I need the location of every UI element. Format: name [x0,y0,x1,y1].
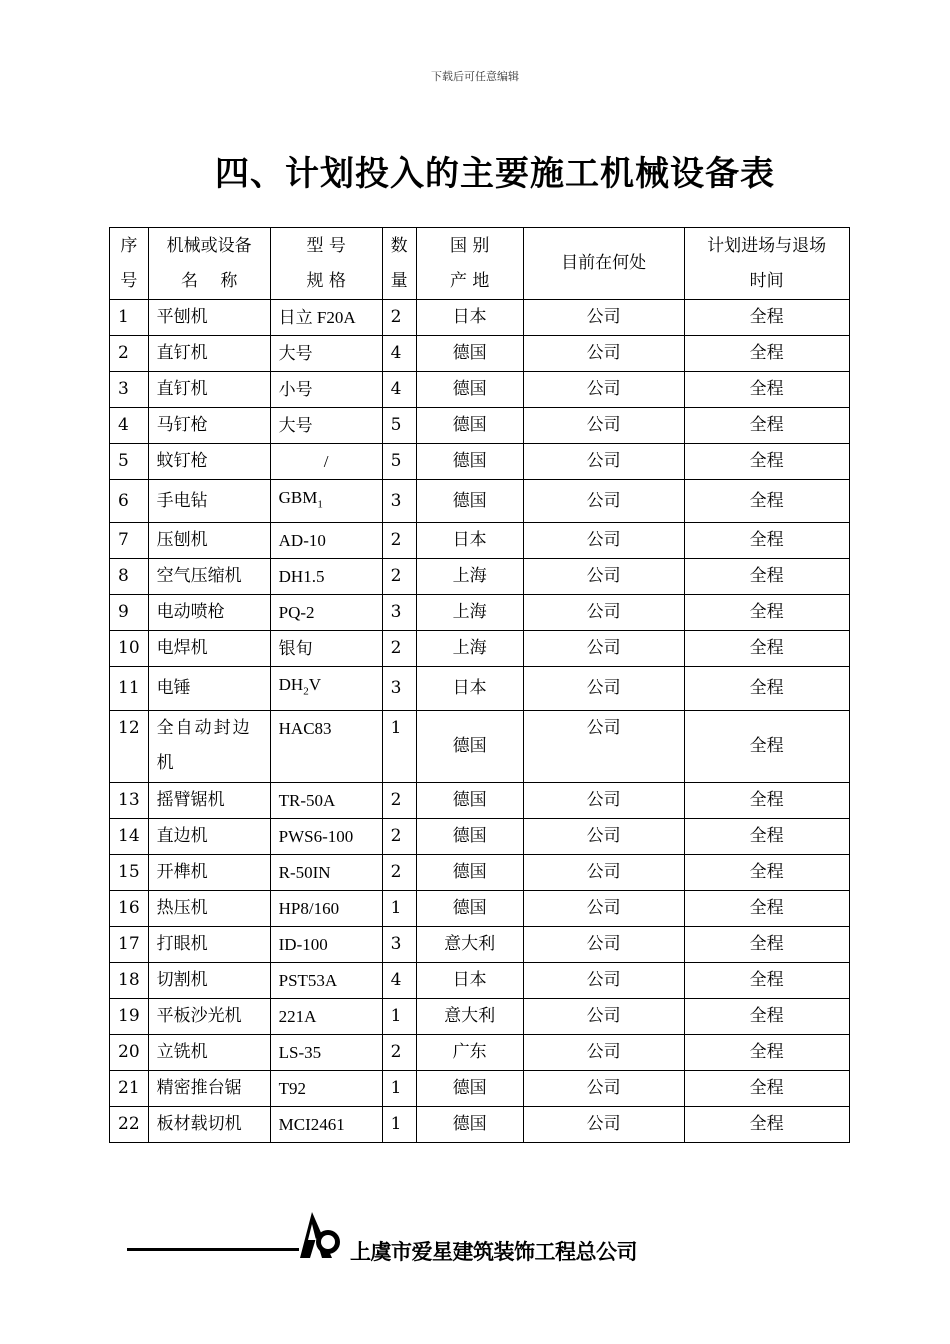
table-row [110,854,850,890]
header-time-line2: 时间 [749,270,784,291]
cell-model: R-50IN [270,854,382,890]
table-row [110,782,850,818]
cell-origin: 上海 [416,595,523,631]
cell-model: PWS6-100 [270,818,382,854]
cell-origin: 广东 [416,1034,523,1070]
cell-time: 全程 [684,1034,849,1070]
cell-no: 10 [110,631,149,667]
cell-qty: 2 [382,523,416,559]
footer-rule [127,1248,299,1251]
cell-name: 热压机 [148,890,270,926]
cell-origin: 德国 [416,1106,523,1142]
cell-qty: 1 [382,1070,416,1106]
cell-origin: 日本 [416,667,523,710]
header-origin-line2: 产 地 [449,270,490,291]
table-row [110,444,850,480]
cell-no: 1 [110,300,149,336]
cell-no: 19 [110,998,149,1034]
header-time [684,228,849,300]
cell-no: 21 [110,1070,149,1106]
cell-qty: 4 [382,962,416,998]
cell-no: 13 [110,782,149,818]
cell-qty: 3 [382,595,416,631]
cell-no: 3 [110,372,149,408]
cell-model: 221A [270,998,382,1034]
table-row [110,523,850,559]
cell-name: 压刨机 [148,523,270,559]
cell-name: 摇臂锯机 [148,782,270,818]
cell-model: PQ-2 [270,595,382,631]
cell-model-subscript: 2 [303,685,309,698]
cell-name: 电动喷枪 [148,595,270,631]
cell-origin: 德国 [416,372,523,408]
cell-location: 公司 [523,818,684,854]
company-logo-icon [298,1210,350,1260]
cell-location: 公司 [523,336,684,372]
header-no [110,228,149,300]
cell-no: 12 [110,710,149,782]
cell-model-text: GBM [278,488,318,507]
cell-model-subscript: 1 [317,498,323,511]
cell-time: 全程 [684,1106,849,1142]
cell-model: ID-100 [270,926,382,962]
cell-model: 银旬 [270,631,382,667]
cell-origin: 德国 [416,854,523,890]
cell-no: 16 [110,890,149,926]
cell-qty: 2 [382,818,416,854]
cell-model: HAC83 [270,710,382,782]
cell-location: 公司 [523,782,684,818]
cell-origin: 德国 [416,782,523,818]
cell-qty: 2 [382,854,416,890]
cell-qty: 1 [382,890,416,926]
cell-model: 大号 [270,408,382,444]
cell-model: TR-50A [270,782,382,818]
cell-model-suffix: V [308,675,321,695]
cell-model: 小号 [270,372,382,408]
cell-name: 电焊机 [148,631,270,667]
cell-origin: 德国 [416,444,523,480]
cell-origin: 德国 [416,408,523,444]
cell-qty: 5 [382,408,416,444]
header-origin-line1: 国 别 [449,235,490,256]
cell-model [270,480,382,523]
cell-model: T92 [270,1070,382,1106]
cell-no: 2 [110,336,149,372]
cell-qty: 1 [382,710,416,782]
cell-no: 4 [110,408,149,444]
table-row [110,667,850,710]
cell-origin: 日本 [416,300,523,336]
cell-name: 打眼机 [148,926,270,962]
cell-qty: 2 [382,300,416,336]
header-model-line1: 型 号 [306,235,346,256]
cell-model [270,667,382,710]
cell-time: 全程 [684,998,849,1034]
table-header-row [110,228,850,300]
table-row [110,926,850,962]
header-no-line2: 号 [120,270,138,291]
table-row [110,818,850,854]
cell-no: 7 [110,523,149,559]
equipment-table [109,227,850,1143]
cell-name: 立铣机 [148,1034,270,1070]
header-model [270,228,382,300]
cell-location: 公司 [523,631,684,667]
table-row [110,595,850,631]
cell-time: 全程 [684,818,849,854]
cell-time: 全程 [684,854,849,890]
cell-origin: 日本 [416,523,523,559]
cell-location: 公司 [523,1034,684,1070]
cell-qty: 5 [382,444,416,480]
cell-no: 17 [110,926,149,962]
cell-origin: 日本 [416,962,523,998]
cell-name: 板材载切机 [148,1106,270,1142]
cell-location: 公司 [523,300,684,336]
cell-name: 全自动封边机 [148,710,270,782]
cell-qty: 3 [382,667,416,710]
cell-name: 手电钻 [148,480,270,523]
header-name-line2: 名 称 [180,270,238,291]
cell-origin: 德国 [416,710,523,782]
company-name: 上虞市爱星建筑装饰工程总公司 [350,1240,637,1264]
cell-time: 全程 [684,559,849,595]
header-no-line1: 序 [120,235,138,256]
cell-time: 全程 [684,890,849,926]
cell-qty: 4 [382,336,416,372]
header-location: 目前在何处 [523,228,684,300]
header-qty [382,228,416,300]
cell-origin: 德国 [416,480,523,523]
cell-qty: 2 [382,559,416,595]
header-name-line1: 机械或设备 [166,235,252,256]
table-row [110,408,850,444]
cell-name: 切割机 [148,962,270,998]
cell-qty: 2 [382,1034,416,1070]
cell-name: 开榫机 [148,854,270,890]
cell-time: 全程 [684,595,849,631]
cell-location: 公司 [523,998,684,1034]
header-qty-line1: 数 [390,235,408,256]
table-row [110,1070,850,1106]
cell-no: 15 [110,854,149,890]
cell-time: 全程 [684,710,849,782]
cell-time: 全程 [684,408,849,444]
cell-name: 空气压缩机 [148,559,270,595]
header-origin [416,228,523,300]
cell-name: 平刨机 [148,300,270,336]
cell-name: 精密推台锯 [148,1070,270,1106]
cell-location: 公司 [523,926,684,962]
cell-origin: 德国 [416,818,523,854]
cell-model: HP8/160 [270,890,382,926]
table-row [110,480,850,523]
cell-origin: 德国 [416,336,523,372]
header-model-line2: 规 格 [306,270,346,291]
table-row [110,1034,850,1070]
cell-location: 公司 [523,480,684,523]
cell-time: 全程 [684,667,849,710]
cell-model-text: DH [278,675,304,695]
cell-qty: 4 [382,372,416,408]
cell-location: 公司 [523,1070,684,1106]
table-row [110,559,850,595]
table-row [110,998,850,1034]
cell-origin: 德国 [416,1070,523,1106]
cell-qty: 3 [382,926,416,962]
cell-model: DH1.5 [270,559,382,595]
cell-qty: 2 [382,782,416,818]
cell-time: 全程 [684,336,849,372]
cell-no: 14 [110,818,149,854]
cell-no: 20 [110,1034,149,1070]
header-time-line1: 计划进场与退场 [707,235,827,256]
cell-name: 直钉机 [148,372,270,408]
cell-location: 公司 [523,890,684,926]
cell-origin: 上海 [416,559,523,595]
cell-name: 直钉机 [148,336,270,372]
cell-model: 大号 [270,336,382,372]
cell-time: 全程 [684,444,849,480]
cell-name: 蚊钉枪 [148,444,270,480]
cell-origin: 德国 [416,890,523,926]
cell-no: 5 [110,444,149,480]
cell-location: 公司 [523,710,684,782]
cell-time: 全程 [684,480,849,523]
cell-time: 全程 [684,300,849,336]
cell-time: 全程 [684,962,849,998]
cell-location: 公司 [523,595,684,631]
cell-qty: 1 [382,1106,416,1142]
cell-no: 9 [110,595,149,631]
cell-origin: 意大利 [416,926,523,962]
table-row [110,372,850,408]
cell-time: 全程 [684,523,849,559]
cell-name: 马钉枪 [148,408,270,444]
table-row [110,300,850,336]
cell-location: 公司 [523,962,684,998]
header-name [148,228,270,300]
cell-no: 22 [110,1106,149,1142]
cell-name: 直边机 [148,818,270,854]
cell-name: 平板沙光机 [148,998,270,1034]
cell-location: 公司 [523,854,684,890]
cell-location: 公司 [523,444,684,480]
table-row [110,710,850,782]
cell-no: 11 [110,667,149,710]
cell-no: 8 [110,559,149,595]
table-row [110,631,850,667]
cell-origin: 上海 [416,631,523,667]
cell-model: LS-35 [270,1034,382,1070]
cell-time: 全程 [684,926,849,962]
cell-name: 电锤 [148,667,270,710]
cell-time: 全程 [684,372,849,408]
table-row [110,1106,850,1142]
cell-location: 公司 [523,559,684,595]
cell-time: 全程 [684,1070,849,1106]
header-qty-line2: 量 [390,270,408,291]
table-row [110,962,850,998]
cell-location: 公司 [523,523,684,559]
table-row [110,890,850,926]
cell-location: 公司 [523,667,684,710]
cell-model: MCI2461 [270,1106,382,1142]
cell-location: 公司 [523,1106,684,1142]
cell-location: 公司 [523,408,684,444]
cell-model: PST53A [270,962,382,998]
cell-location: 公司 [523,372,684,408]
header-note: 下载后可任意编辑 [431,70,519,83]
cell-time: 全程 [684,782,849,818]
cell-qty: 1 [382,998,416,1034]
cell-no: 18 [110,962,149,998]
cell-model: 日立 F20A [270,300,382,336]
table-row [110,336,850,372]
cell-qty: 3 [382,480,416,523]
cell-no: 6 [110,480,149,523]
cell-model: / [270,444,382,480]
cell-qty: 2 [382,631,416,667]
cell-time: 全程 [684,631,849,667]
cell-model: AD-10 [270,523,382,559]
page-title: 四、计划投入的主要施工机械设备表 [215,154,775,194]
cell-origin: 意大利 [416,998,523,1034]
